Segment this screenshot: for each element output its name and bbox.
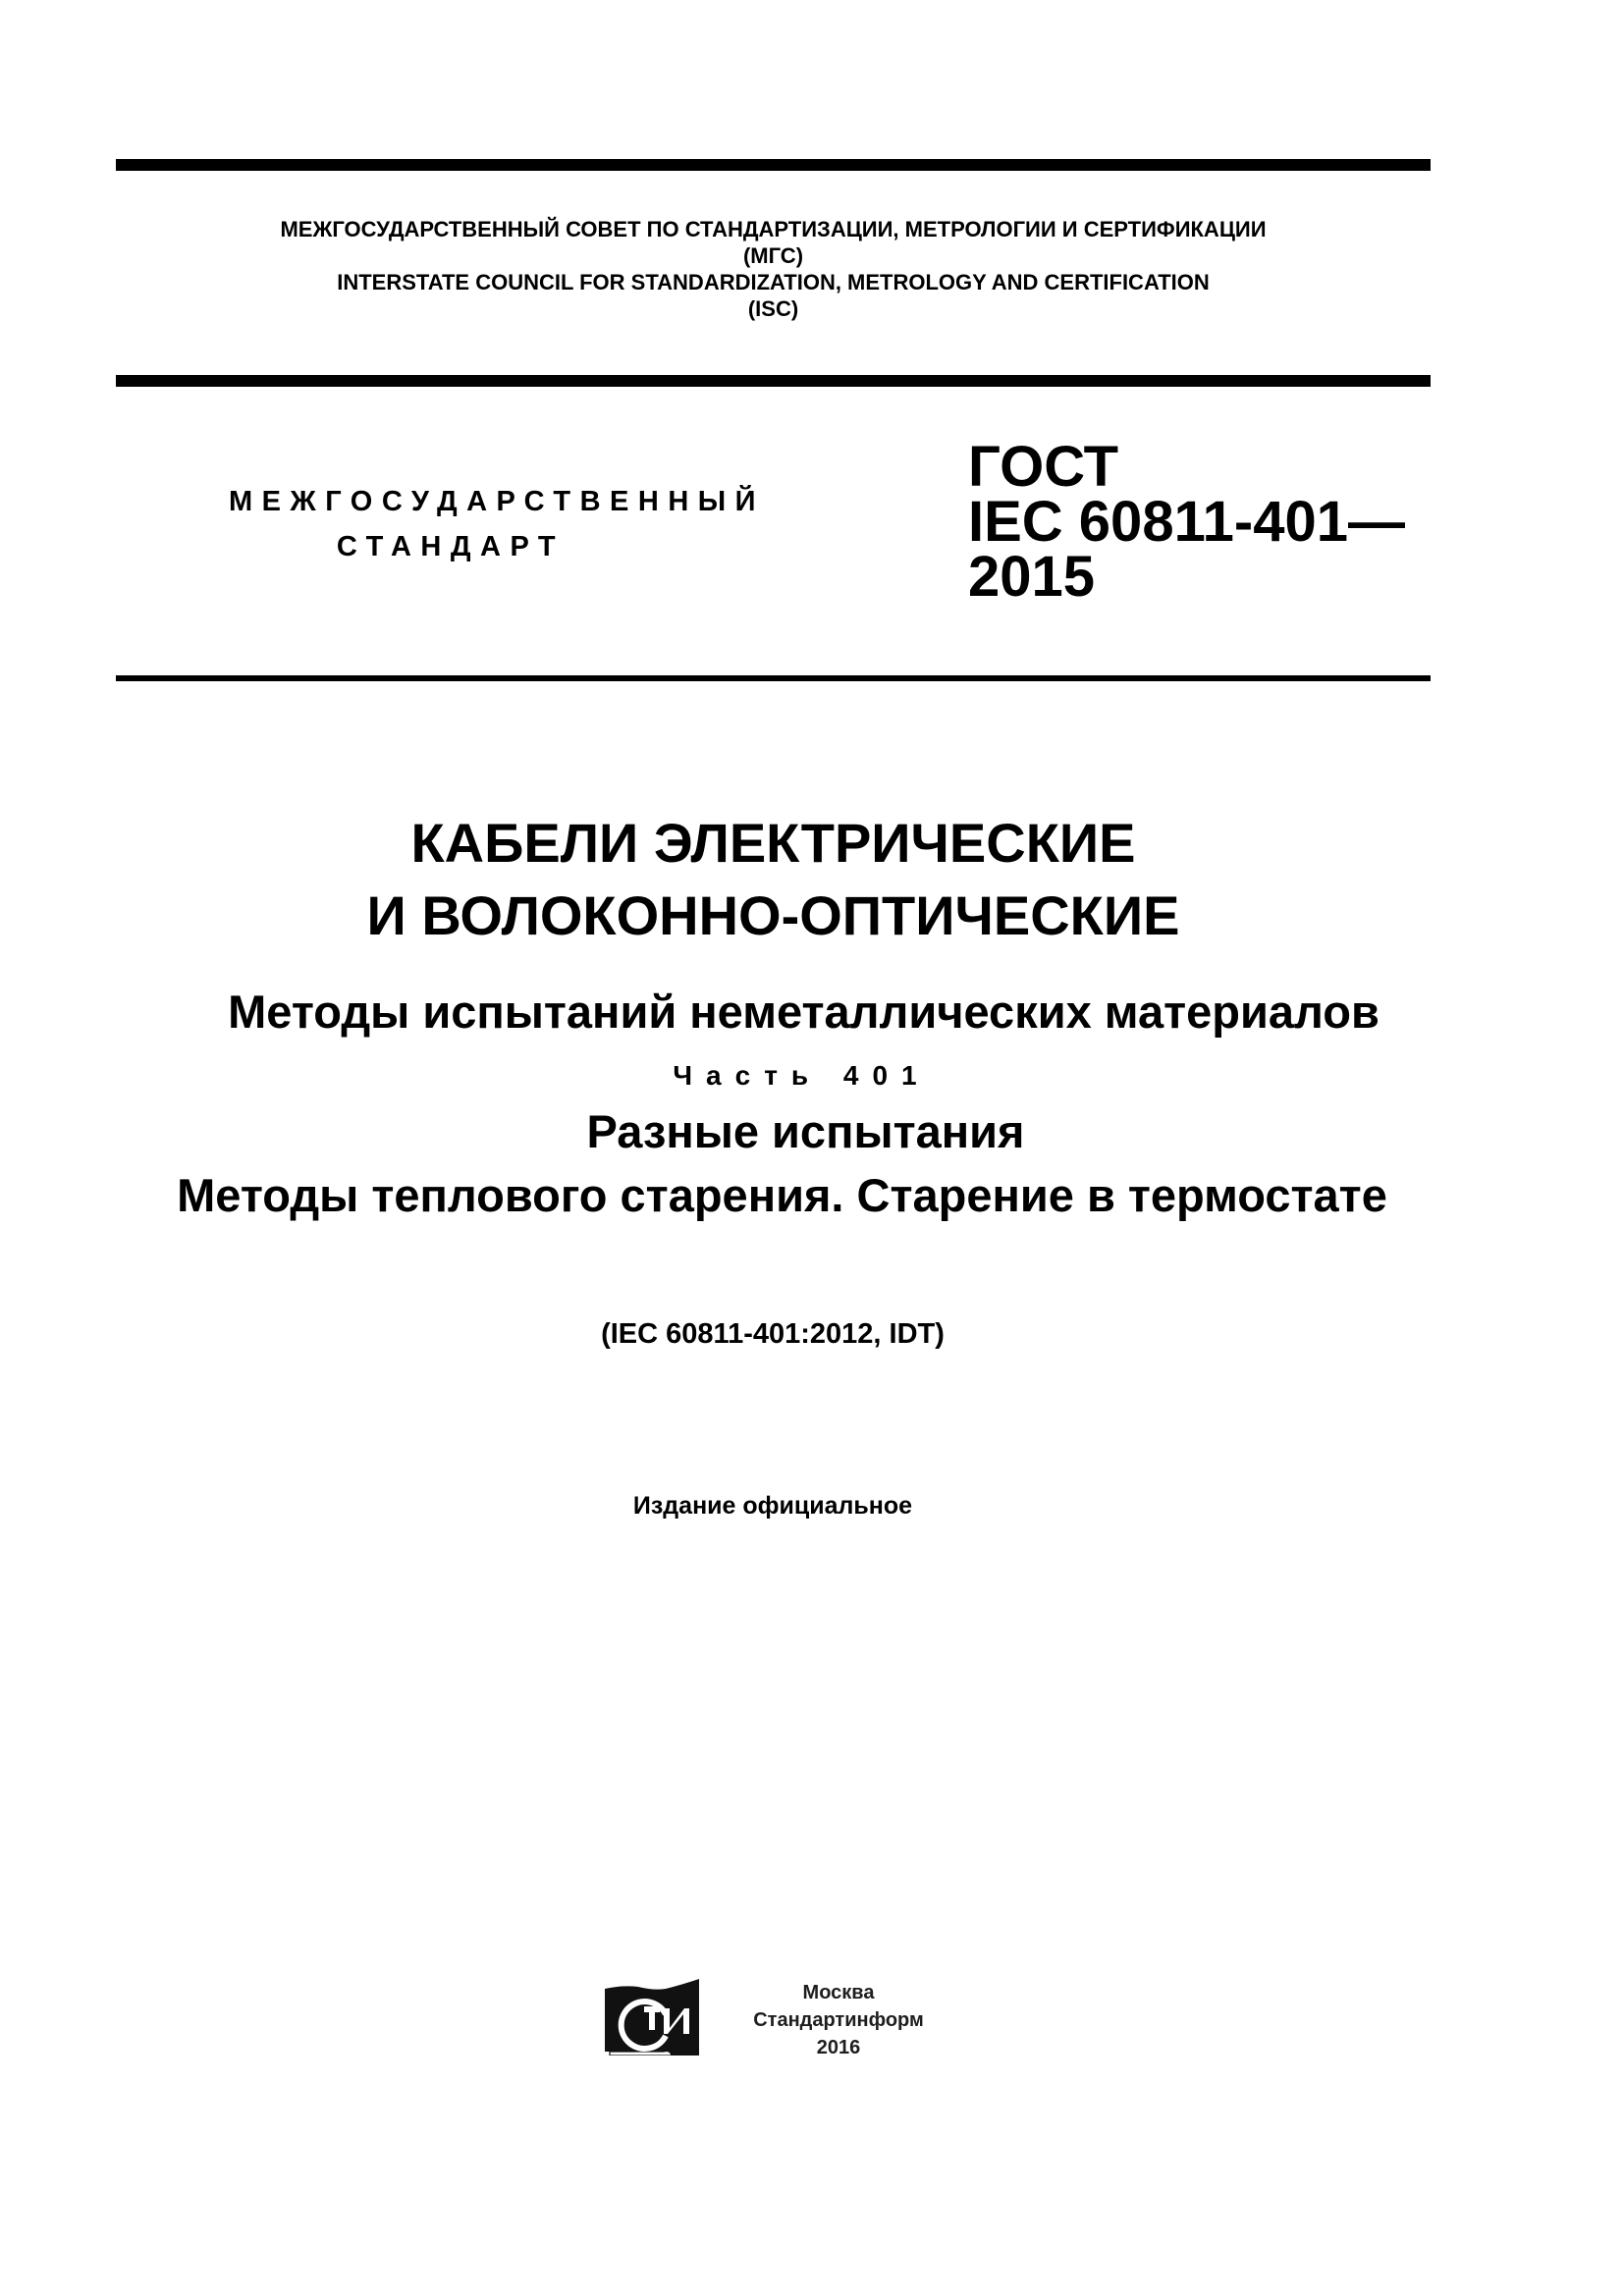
subtitle-aging: Методы теплового старения. Старение в термостате	[177, 1169, 1387, 1221]
title-line2: И ВОЛОКОННО-ОПТИЧЕСКИЕ	[366, 884, 1180, 946]
title-line1: КАБЕЛИ ЭЛЕКТРИЧЕСКИЕ	[410, 812, 1136, 874]
publisher-name: Стандартинформ	[753, 2009, 924, 2031]
publication-year: 2016	[816, 2037, 861, 2058]
publisher-block	[727, 1979, 950, 2061]
publisher-city: Москва	[802, 1982, 875, 2003]
subtitle-methods: Методы испытаний неметаллических материалов	[228, 986, 1380, 1038]
standard-type-label	[229, 479, 766, 569]
designation-rule	[116, 675, 1431, 681]
edition-label: Издание официальное	[632, 1492, 913, 1520]
subtitle-tests: Разные испытания	[586, 1105, 1025, 1157]
iec-reference: (IEC 60811-401:2012, IDT)	[601, 1318, 945, 1350]
gost-number: IEC 60811-401—	[968, 490, 1405, 554]
council-header	[116, 216, 1431, 322]
subtitle-part: Часть 401	[673, 1060, 931, 1091]
council-name-ru: МЕЖГОСУДАРСТВЕННЫЙ СОВЕТ ПО СТАНДАРТИЗАЦИИ, МЕТРОЛОГИИ И СЕРТИФИКАЦИИ	[280, 217, 1267, 241]
header-rule	[116, 375, 1431, 387]
council-abbr-en: (ISC)	[747, 296, 799, 321]
gost-year: 2015	[968, 545, 1096, 609]
council-name-en: INTERSTATE COUNCIL FOR STANDARDIZATION, METROLOGY AND CERTIFICATION	[337, 270, 1210, 294]
standard-designation	[968, 435, 1405, 609]
standard-type-line2: СТАНДАРТ	[336, 531, 566, 562]
document-title	[116, 807, 1431, 952]
council-abbr-ru: (МГС)	[742, 243, 804, 268]
standartinform-logo-icon	[605, 1979, 699, 2056]
gost-prefix: ГОСТ	[968, 435, 1119, 499]
top-rule	[116, 159, 1431, 171]
standard-type-line1: МЕЖГОСУДАРСТВЕННЫЙ	[229, 486, 766, 517]
